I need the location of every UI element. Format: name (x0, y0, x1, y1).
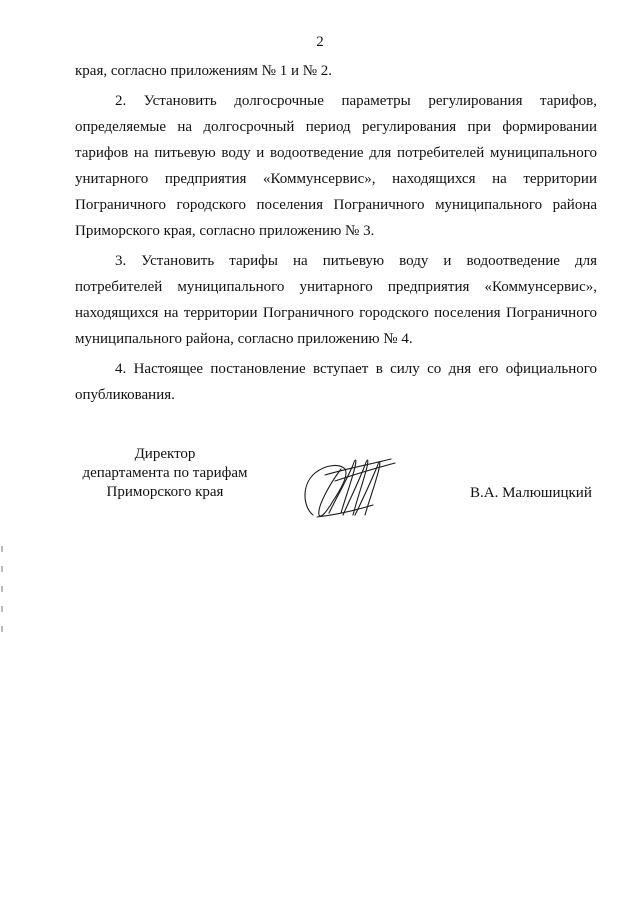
paragraph-item-3: 3. Установить тарифы на питьевую воду и водоотведение для потребителей муниципального унитарного предприятия «Коммунсервис», находящихся на территории Пограничного городского поселения Пограничного муниципального района, согласно приложению № 4. (75, 253, 597, 347)
signer-position-line-2: департамента по тарифам (82, 465, 248, 481)
page-number: 2 (316, 34, 324, 50)
signer-position (70, 445, 260, 502)
margin-mark (1, 546, 3, 552)
paragraph-item-2: 2. Установить долгосрочные параметры регулирования тарифов, определяемые на долгосрочный период регулирования при формировании тарифов на питьевую воду и водоотведение для потребителей муниципального унитарного предприятия «Коммунсервис», находящихся на территории Пограничного городского поселения Пограничного муниципального района Приморского края, согласно приложению № 3. (75, 93, 597, 239)
signature-block (0, 445, 640, 535)
document-body (75, 58, 597, 408)
signer-position-line-1: Директор (134, 446, 196, 462)
margin-mark (1, 606, 3, 612)
handwritten-signature (295, 445, 405, 525)
margin-mark (1, 626, 3, 632)
paragraph-continuation: края, согласно приложениям № 1 и № 2. (75, 63, 333, 79)
margin-mark (1, 586, 3, 592)
signer-position-line-3: Приморского края (106, 484, 224, 500)
signer-name: В.А. Малюшицкий (470, 485, 592, 501)
margin-mark (1, 566, 3, 572)
paragraph-item-4: 4. Настоящее постановление вступает в силу со дня его официального опубликования. (75, 361, 597, 403)
